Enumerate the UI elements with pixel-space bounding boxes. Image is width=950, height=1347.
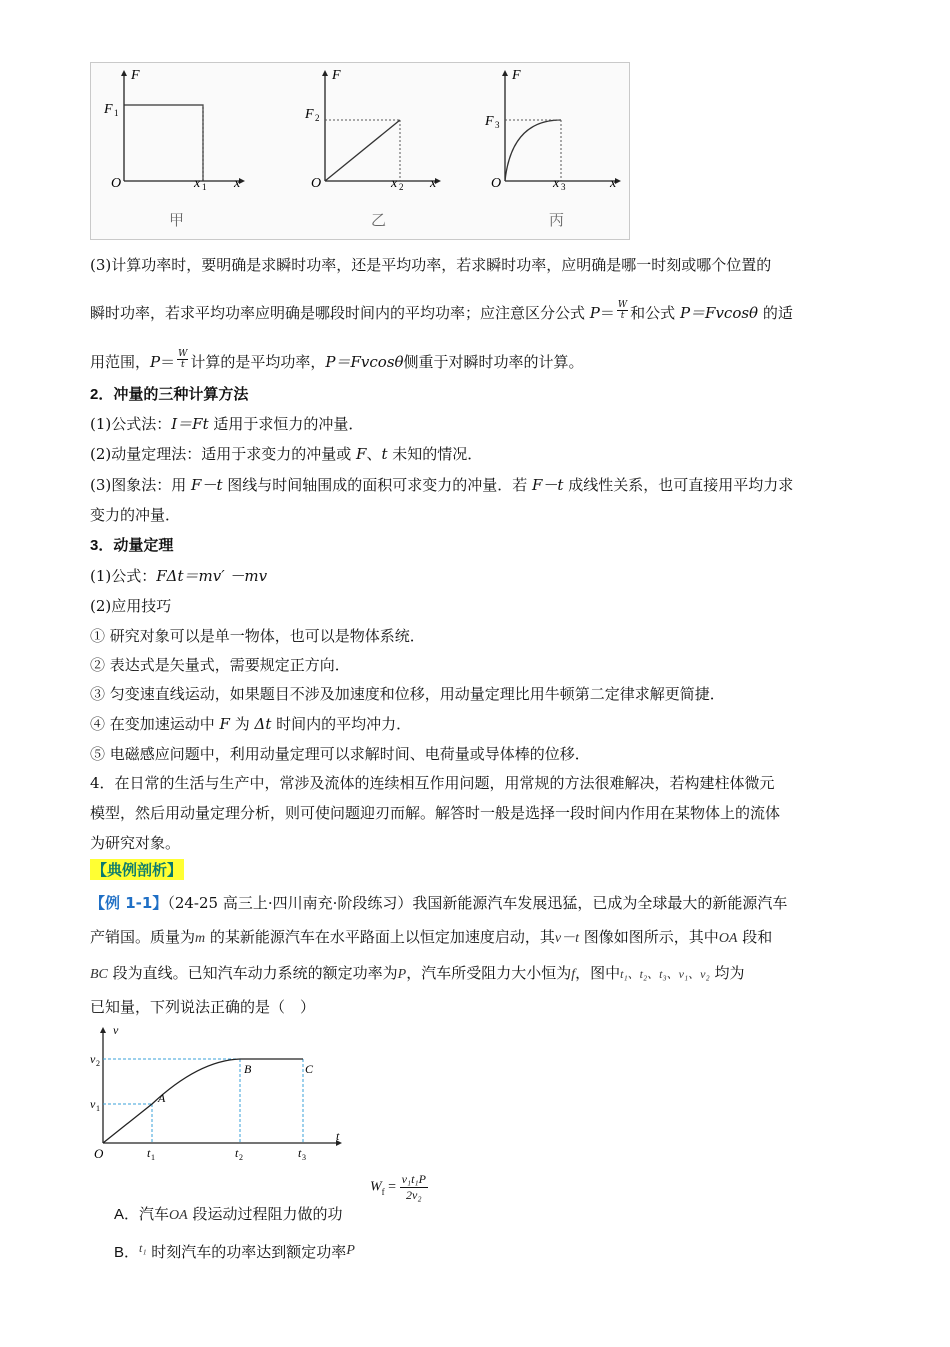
graph-3-caption: 丙 [549, 213, 565, 229]
graph-2-origin: O [311, 176, 322, 191]
example-text: （24-25 高三上·四川南充·阶段练习）我国新能源汽车发展迅猛，已成为全球最大的新能源汽车 [167, 894, 788, 912]
t2-label: t [235, 1146, 239, 1160]
option-b[interactable] [114, 1241, 355, 1262]
example-line2 [90, 926, 772, 947]
fraction-w-over-t [177, 349, 188, 370]
symbol-p: P [397, 967, 407, 982]
graph-panel-1 [103, 68, 245, 229]
option-a[interactable] [114, 1203, 342, 1224]
v1-label: v [90, 1097, 96, 1111]
formula-eq: ＝ [599, 304, 615, 322]
para3-text: 用范围， [90, 353, 151, 371]
formula-f-t: F－t [532, 476, 564, 494]
option-b-label: B． [114, 1244, 140, 1261]
sec2-item1 [90, 413, 363, 434]
example-heading-tag: 【典例剖析】 [92, 861, 183, 879]
option-a-label: A． [114, 1206, 140, 1223]
symbol-t1: t₁ [139, 1241, 147, 1255]
graph-1-x-sub: 1 [202, 182, 207, 192]
point-c-label: C [305, 1062, 314, 1076]
sec3-tip-5: ⑤ 电磁感应问题中，利用动量定理可以求解时间、电荷量或导体棒的位移． [90, 745, 590, 763]
symbol-f: F [356, 445, 367, 463]
para3-text: 瞬时功率，若求平均功率应明确是哪段时间内的平均功率；应注意区分公式 [90, 304, 590, 322]
sec2-text: (3)图象法：用 [90, 476, 192, 494]
t3-label: t [298, 1146, 302, 1160]
sec3-text: ④ 在变加速运动中 [90, 715, 220, 733]
section-3-title: 3．动量定理 [90, 537, 174, 554]
point-b-label: B [244, 1062, 252, 1076]
example-line4: 已知量，下列说法正确的是（ ） [90, 998, 316, 1016]
formula-eq: ＝ [160, 353, 176, 371]
graph-1-y-label: F [131, 68, 140, 83]
v2-sub: 2 [96, 1059, 100, 1068]
para3-text: 侧重于对瞬时功率的计算。 [403, 353, 584, 371]
sec4-line2: 模型，然后用动量定理分析，则可使问题迎刃而解。解答时一般是选择一段时间内作用在某物体上的流体 [90, 804, 781, 822]
graph-3-f-sub: 3 [495, 120, 500, 130]
example-text: 段和 [737, 928, 773, 946]
graph-2-f-label: F [305, 107, 314, 122]
sec2-item3-cont: 变力的冲量． [90, 506, 181, 524]
formula-pfvcos: P＝Fvcosθ [325, 353, 404, 371]
formula-fraction [400, 1172, 428, 1203]
sec2-item3 [90, 474, 793, 495]
force-displacement-figures [90, 62, 630, 240]
symbol-m: m [195, 931, 206, 946]
t1-sub: 1 [151, 1153, 155, 1162]
sec3-text: (1)公式： [90, 567, 157, 585]
formula-f-t: F－t [191, 476, 223, 494]
sec3-tip-3: ③ 匀变速直线运动，如果题目不涉及加速度和位移，用动量定理比用牛顿第二定律求解更简捷． [90, 685, 725, 703]
formula-w: W [370, 1179, 382, 1195]
para3-line1: (3)计算功率时，要明确是求瞬时功率，还是平均功率，若求瞬时功率，应明确是哪一时刻或哪个位置的 [90, 256, 772, 274]
option-a-text: 段运动过程阻力做的功 [187, 1205, 343, 1223]
sec3-tip-2: ② 表达式是矢量式，需要规定正方向． [90, 656, 350, 674]
graph-3-x-tick: x [553, 176, 560, 191]
sec2-item2 [90, 443, 482, 464]
sec2-text: 图线与时间轴围成的面积可求变力的冲量．若 [222, 476, 533, 494]
graph-1-constant-line [124, 105, 203, 181]
sec3-tip-1: ① 研究对象可以是单一物体，也可以是物体系统． [90, 627, 425, 645]
example-line1 [90, 892, 787, 913]
symbol-p: P [346, 1243, 355, 1258]
sec3-formula-line [90, 565, 267, 586]
formula-w-sub: f [381, 1186, 385, 1197]
formula-p: P [150, 353, 161, 371]
vt-origin: O [94, 1146, 104, 1161]
formula-p: P [589, 304, 600, 322]
symbol-delta-t: Δt [254, 715, 272, 733]
formula-momentum-theorem: FΔt＝mv′ －mv [156, 567, 268, 585]
symbol-f: f [571, 967, 576, 982]
graph-3-curve [505, 120, 561, 181]
graph-2-caption: 乙 [371, 213, 387, 229]
v2-label: v [90, 1052, 96, 1066]
fx-graphs-svg [91, 63, 629, 239]
example-text: 产销国。质量为 [90, 928, 196, 946]
symbol-f: F [219, 715, 230, 733]
sec3-tips-title: (2)应用技巧 [90, 597, 172, 615]
t-axis-label: t [336, 1129, 340, 1143]
sec2-text: (2)动量定理法：适用于求变力的冲量或 [90, 445, 357, 463]
graph-3-origin: O [491, 176, 502, 191]
formula-pfvcos: P＝Fvcosθ [679, 304, 759, 322]
graph-2-y-label: F [332, 68, 341, 83]
para3-text: 计算的是平均功率， [190, 353, 326, 371]
symbol-t: t [381, 445, 388, 463]
graph-1-origin: O [111, 176, 122, 191]
graph-3-y-label: F [512, 68, 521, 83]
example-text: 的某新能源汽车在水平路面上以恒定加速度启动，其 [205, 928, 555, 946]
graph-2-f-sub: 2 [315, 113, 320, 123]
graph-panel-2 [304, 68, 441, 229]
sec3-text: 为 [229, 715, 255, 733]
formula-num: v₁t₁P [401, 1172, 426, 1186]
fraction-num: W [178, 348, 188, 359]
sec2-text: (1)公式法： [90, 415, 172, 433]
sec2-text: 适用于求恒力的冲量． [208, 415, 364, 433]
option-a-text: 汽车 [139, 1205, 170, 1223]
graph-panel-3 [484, 68, 621, 229]
example-label: 【例 1-1】 [90, 894, 168, 912]
graph-2-x-tick: x [391, 176, 398, 191]
graph-1-x-tick: x [194, 176, 201, 191]
sec2-text: 未知的情况． [387, 445, 483, 463]
sec4-line3: 为研究对象。 [90, 834, 181, 852]
section-2-title: 2．冲量的三种计算方法 [90, 386, 249, 403]
t3-sub: 3 [302, 1153, 306, 1162]
example-text: 均为 [709, 964, 745, 982]
graph-2-x-label: x [430, 176, 437, 191]
graph-3-f-label: F [485, 114, 494, 129]
graph-2-x-sub: 2 [399, 182, 404, 192]
velocity-time-graph [88, 1020, 358, 1168]
formula-ift: I＝Ft [171, 415, 209, 433]
fraction-den: t [620, 310, 625, 321]
t2-sub: 2 [239, 1153, 243, 1162]
symbol-list: t₁、t₂、t₃、v₁、v₂ [620, 967, 710, 981]
option-b-text: 时刻汽车的功率达到额定功率 [146, 1243, 347, 1261]
graph-1-f-label: F [104, 102, 113, 117]
sec3-tip-4 [90, 713, 411, 734]
para3-text: 的适 [758, 304, 793, 322]
vt-curve [103, 1059, 303, 1143]
sec4-line1: 4．在日常的生活与生产中，常涉及流体的连续相互作用问题，用常规的方法很难解决，若构建柱体微元 [90, 774, 775, 792]
para3-line3 [90, 348, 584, 374]
example-heading [90, 859, 184, 880]
sec2-text: 成线性关系，也可直接用平均力求 [563, 476, 794, 494]
example-text: 图像如图所示，其中 [579, 928, 719, 946]
v-axis-label: v [113, 1023, 119, 1037]
graph-1-f-sub: 1 [114, 108, 119, 118]
graph-1-x-label: x [234, 176, 241, 191]
symbol-v-t: v－t [554, 931, 580, 946]
fraction-num: W [617, 299, 628, 310]
example-text: ，汽车所受阻力大小恒为 [406, 964, 572, 982]
symbol-bc: BC [90, 967, 108, 982]
v1-sub: 1 [96, 1104, 100, 1113]
graph-3-x-sub: 3 [561, 182, 566, 192]
fraction-den: t [180, 359, 185, 370]
graph-3-x-label: x [610, 176, 617, 191]
t1-label: t [147, 1146, 151, 1160]
formula-den: 2v₂ [406, 1188, 422, 1202]
para3-line2 [90, 299, 793, 325]
example-text: 段为直线。已知汽车动力系统的额定功率为 [107, 964, 398, 982]
graph-2-linear-line [325, 120, 400, 181]
sec3-text: 时间内的平均冲力． [271, 715, 412, 733]
para3-text: 和公式 [630, 304, 680, 322]
graph-1-caption: 甲 [169, 213, 185, 229]
point-a-label: A [158, 1091, 166, 1105]
symbol-oa: OA [718, 931, 738, 946]
example-text: ，图中 [575, 964, 621, 982]
fraction-w-over-t [617, 300, 628, 321]
sec2-text: 、 [366, 445, 382, 463]
example-line3 [90, 962, 744, 983]
symbol-oa: OA [169, 1208, 188, 1223]
option-a-formula: $W_f$ = $\frac{\text{v₁t₁P}}{\text{2v₂}}$ [370, 1172, 426, 1202]
